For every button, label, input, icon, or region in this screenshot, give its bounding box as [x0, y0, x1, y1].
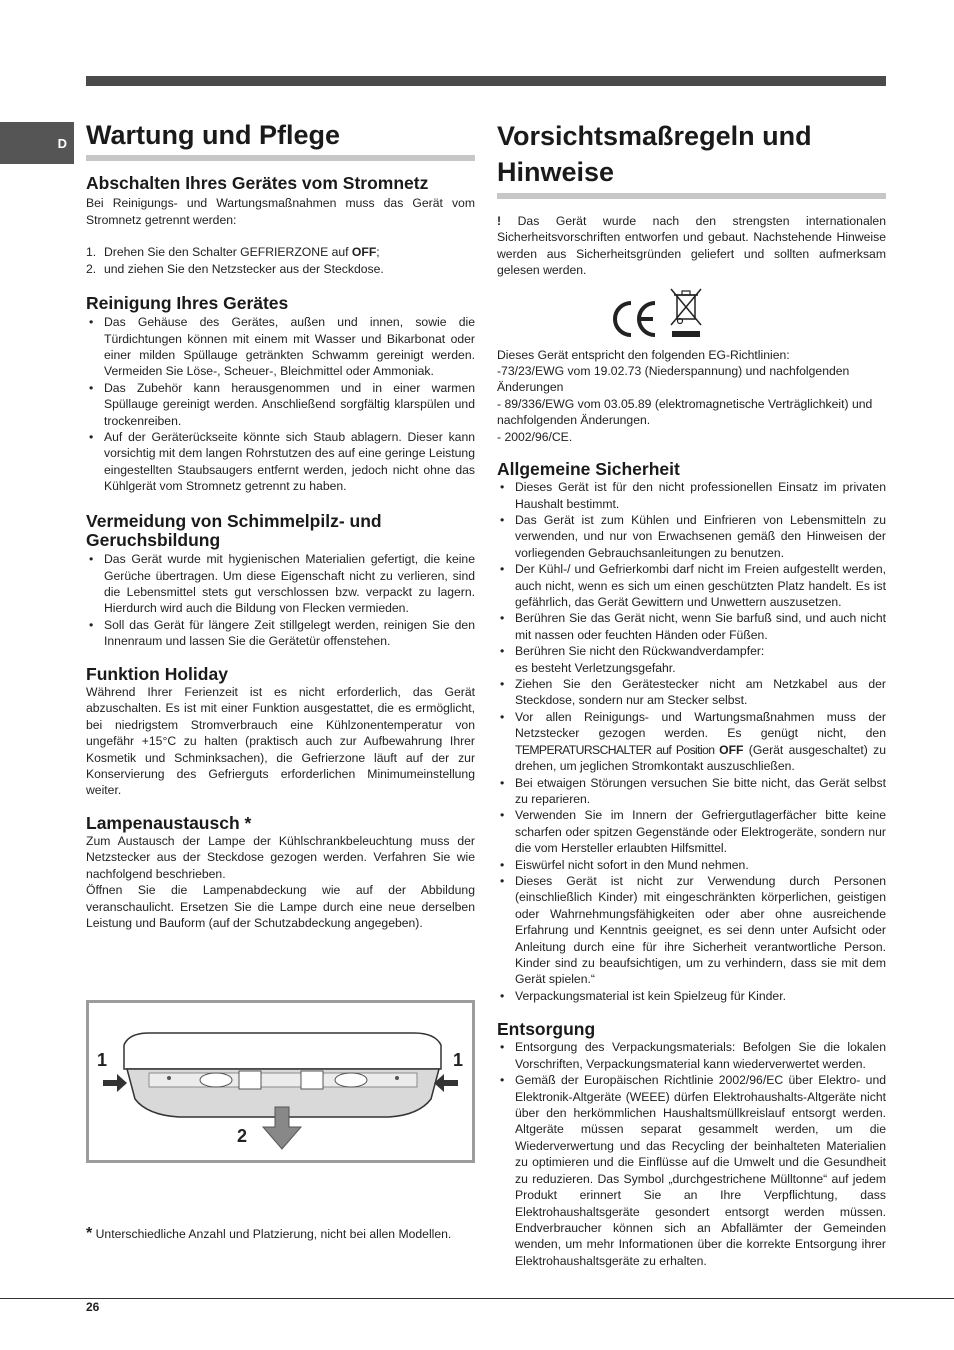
list-item: • Das Gehäuse des Gerätes, außen und innen, sowie die Türdichtungen können mit einem mit Wasser und Bikarbonat oder einer milden Spüllauge getränkten Schwamm gereinigt werden. Vermeiden Sie Löse-, Scheuer-, Bleichmittel oder Ammoniak.	[86, 314, 475, 380]
disposal-list	[497, 1039, 886, 1269]
list-item: • Der Kühl-/ und Gefrierkombi darf nicht im Freien aufgestellt werden, auch nicht, wenn es sich um einen geschützten Platz handelt. Es ist gefährlich, das Gerät Gewittern und Unwettern auszusetzen.	[497, 561, 886, 610]
holiday-text: Während Ihrer Ferienzeit ist es nicht erforderlich, das Gerät abzuschalten. Es ist mit einer Funktion ausgestattet, die es ermöglicht, bei niedrigstem Stromverbrauch eine Kühlzonentemperatur von ungefähr +15°C zu halten (praktisch auch zur Aufbewahrung Ihrer Kosmetik und Schminksachen), die Gefrierzone läuft auf der zur Konservierung des Gefrierguts erforderlichen Minimumeinstellung weiter.	[86, 684, 475, 798]
list-item: • Eiswürfel nicht sofort in den Mund nehmen.	[497, 857, 886, 873]
footnote	[86, 1226, 475, 1242]
lamp-text-1: Zum Austausch der Lampe der Kühlschrankbeleuchtung muss der Netzstecker aus der Steckdose gezogen werden. Verfahren Sie wie nachfolgend beschrieben.	[86, 833, 475, 881]
disconnect-intro: Bei Reinigungs- und Wartungsmaßnahmen muss das Gerät vom Stromnetz getrennt werden:	[86, 196, 475, 227]
list-item	[497, 709, 886, 775]
directive-line: Dieses Gerät entspricht den folgenden EG-Richtlinien:	[497, 347, 790, 362]
lamp-housing	[124, 1033, 441, 1069]
list-item: • Das Gerät ist zum Kühlen und Einfrieren von Lebensmitteln zu verwenden, und nur von Erwachsenen gemäß den Hinweisen der vorliegenden Gebrauchsanleitungen zu benutzen.	[497, 512, 886, 561]
warning-paragraph	[497, 213, 886, 279]
left-column	[86, 118, 475, 931]
list-item: • Berühren Sie das Gerät nicht, wenn Sie barfuß sind, und auch nicht mit nassen oder feuchten Händen oder Füßen.	[497, 610, 886, 643]
cleaning-list	[86, 314, 475, 494]
step-number: 2.	[86, 261, 97, 276]
heading-safety: Allgemeine Sicherheit	[497, 458, 680, 479]
certification-marks	[611, 287, 886, 339]
language-code: D	[57, 135, 67, 151]
footnote-star: *	[86, 1225, 93, 1242]
list-item: • Das Zubehör kann herausgenommen und in einer warmen Spüllauge gereinigt werden. Anschließend sorgfältig klarspülen und trockenreiben.	[86, 380, 475, 429]
directive-line: - 2002/96/CE.	[497, 429, 573, 444]
disconnect-steps	[86, 244, 475, 277]
heading-mould: Vermeidung von Schimmelpilz- und Geruchsbildung	[86, 510, 382, 550]
list-item: • Soll das Gerät für längere Zeit stillgelegt werden, reinigen Sie den Innenraum und lassen Sie die Gerätetür offenstehen.	[86, 617, 475, 650]
ce-mark-icon	[611, 299, 659, 339]
list-item: • Entsorgung des Verpackungsmaterials: Befolgen Sie die lokalen Vorschriften, Verpackungsmaterial kann wiederverwertet werden.	[497, 1039, 886, 1072]
heading-disconnect: Abschalten Ihres Gerätes vom Stromnetz	[86, 173, 429, 194]
lamp-text-2: Öffnen Sie die Lampenabdeckung wie auf der Abbildung veranschaulicht. Ersetzen Sie die Lampe durch eine neue derselben Leistung und Bauform (auf der Schutzabdeckung angegeben).	[86, 883, 475, 930]
mould-list	[86, 551, 475, 649]
item-text: Berühren Sie nicht den Rückwandverdampfer:	[515, 644, 765, 659]
list-item: • Auf der Geräterückseite könnte sich Staub ablagern. Dieser kann vorsichtig mit dem langen Rohrstutzen des auf eine geringe Leistung eingestellten Staubsaugers entfernt werden, jedoch nicht ohne das Kühlgerät vom Stromnetz getrennt zu haben.	[86, 429, 475, 495]
list-item	[497, 643, 886, 676]
warning-mark: !	[497, 213, 502, 228]
step-text: Drehen Sie den Schalter GEFRIERZONE auf	[104, 245, 352, 260]
page-number: 26	[86, 1300, 100, 1314]
right-column	[497, 118, 886, 1269]
item-text: Vor allen Reinigungs- und Wartungsmaßnahmen muss der Netzstecker gezogen werden. Es genügt nicht, den	[515, 709, 886, 741]
label-1-left: 1	[97, 1050, 108, 1070]
language-tab	[0, 122, 74, 164]
footnote-text: Unterschiedliche Anzahl und Platzierung, nicht bei allen Modellen.	[92, 1227, 452, 1241]
list-item: • Dieses Gerät ist nicht zur Verwendung durch Personen (einschließlich Kinder) mit eingeschränkten körperlichen, geistigen oder Wahrnehmungsfähigkeiten oder aber ohne ausreichende Erfahrung und Kenntnis geeignet, es sei denn unter Aufsicht oder Anleitung durch eine für ihre Sicherheit verantwortliche Person. Kinder sind zu beaufsichtigen, um zu verhindern, dass sie mit dem Gerät spielen.“	[497, 873, 886, 988]
list-item: • Gemäß der Europäischen Richtlinie 2002/96/EC über Elektro- und Elektronik-Altgeräte (WEEE) dürfen Elektrohaushalts-Altgeräte nicht über den herkömmlichen Haushaltsmüllkreislauf entsorgt werden. Altgeräte müssen separat gesammelt werden, um die Wiederverwertung und das Recycling der beinhalteten Materialien zu optimieren und die Einflüsse auf die Umwelt und die Gesundheit zu reduzieren. Das Symbol „durchgestrichene Mülltonne“ auf jedem Produkt erinnert Sie an Ihre Verpflichtung, dass Elektrohaushaltsgeräte gesondert entsorgt werden müssen. Endverbraucher können sich an Abfallämter der Gemeinden wenden, um mehr Informationen über die korrekte Entsorgung ihrer Elektrohaushaltsgeräte zu erhalten.	[497, 1072, 886, 1269]
list-item	[86, 261, 475, 277]
safety-list	[497, 479, 886, 1004]
heading-holiday: Funktion Holiday	[86, 663, 228, 684]
list-item: • Bei etwaigen Störungen versuchen Sie bitte nicht, das Gerät selbst zu reparieren.	[497, 775, 886, 808]
label-2: 2	[237, 1126, 248, 1146]
crossed-out-bin-icon	[669, 287, 703, 339]
step-text-end: ;	[376, 245, 380, 260]
list-item: • Das Gerät wurde mit hygienischen Materialien gefertigt, die keine Gerüche übertragen. Um diese Eigenschaft nicht zu verlieren, sind die Lebensmittel stets gut verschlossen bzw. verpackt zu lagern. Hierdurch wird auch die Bildung von Flecken vermieden.	[86, 551, 475, 617]
top-rule	[86, 76, 886, 86]
section-title-maintenance: Wartung und Pflege	[86, 118, 475, 161]
list-item: • Ziehen Sie den Gerätestecker nicht am Netzkabel aus der Steckdose, sondern nur am Stecker selbst.	[497, 676, 886, 709]
heading-disposal: Entsorgung	[497, 1019, 596, 1040]
item-text-line2: es besteht Verletzungsgefahr.	[515, 660, 676, 675]
section-title-precautions: Vorsichtsmaßregeln und Hinweise	[497, 118, 886, 199]
list-item	[86, 244, 475, 260]
list-item: • Verpackungsmaterial ist kein Spielzeug für Kinder.	[497, 988, 886, 1004]
switch-label: TEMPERATURSCHALTER auf Position	[515, 742, 720, 757]
bottom-rule	[0, 1298, 954, 1299]
lamp-cover-figure	[86, 1000, 475, 1163]
list-item: • Verwenden Sie im Innern der Gefriergutlagerfächer bitte keine scharfen oder spitzen Gegenstände oder Elektrogeräte, sondern nur die vom Hersteller erlaubten Hilfsmittel.	[497, 807, 886, 856]
step-text: und ziehen Sie den Netzstecker aus der Steckdose.	[104, 261, 384, 276]
item-text-tail: (Gerät ausgeschaltet) zu drehen, um jeglichen Stromkontakt auszuschließen.	[515, 742, 886, 774]
heading-lamp: Lampenaustausch *	[86, 812, 252, 833]
list-item: • Dieses Gerät ist für den nicht professionellen Einsatz im privaten Haushalt bestimmt.	[497, 479, 886, 512]
directive-line: -73/23/EWG vom 19.02.73 (Niederspannung) und nachfolgenden Änderungen	[497, 363, 850, 395]
label-1-right: 1	[453, 1050, 464, 1070]
step-number: 1.	[86, 245, 97, 260]
off-label: OFF	[719, 742, 744, 757]
warning-text: Das Gerät wurde nach den strengsten internationalen Sicherheitsvorschriften entworfen und gebaut. Nachstehende Hinweise werden aus Sicherheitsgründen geliefert und sollten aufmerksam gelesen werden.	[497, 213, 886, 278]
directive-line: - 89/336/EWG vom 03.05.89 (elektromagnetische Verträglichkeit) und nachfolgenden Änderungen.	[497, 396, 873, 428]
off-label: OFF	[351, 245, 377, 260]
lamp-cover-illustration	[89, 1003, 472, 1160]
heading-cleaning: Reinigung Ihres Gerätes	[86, 292, 289, 313]
